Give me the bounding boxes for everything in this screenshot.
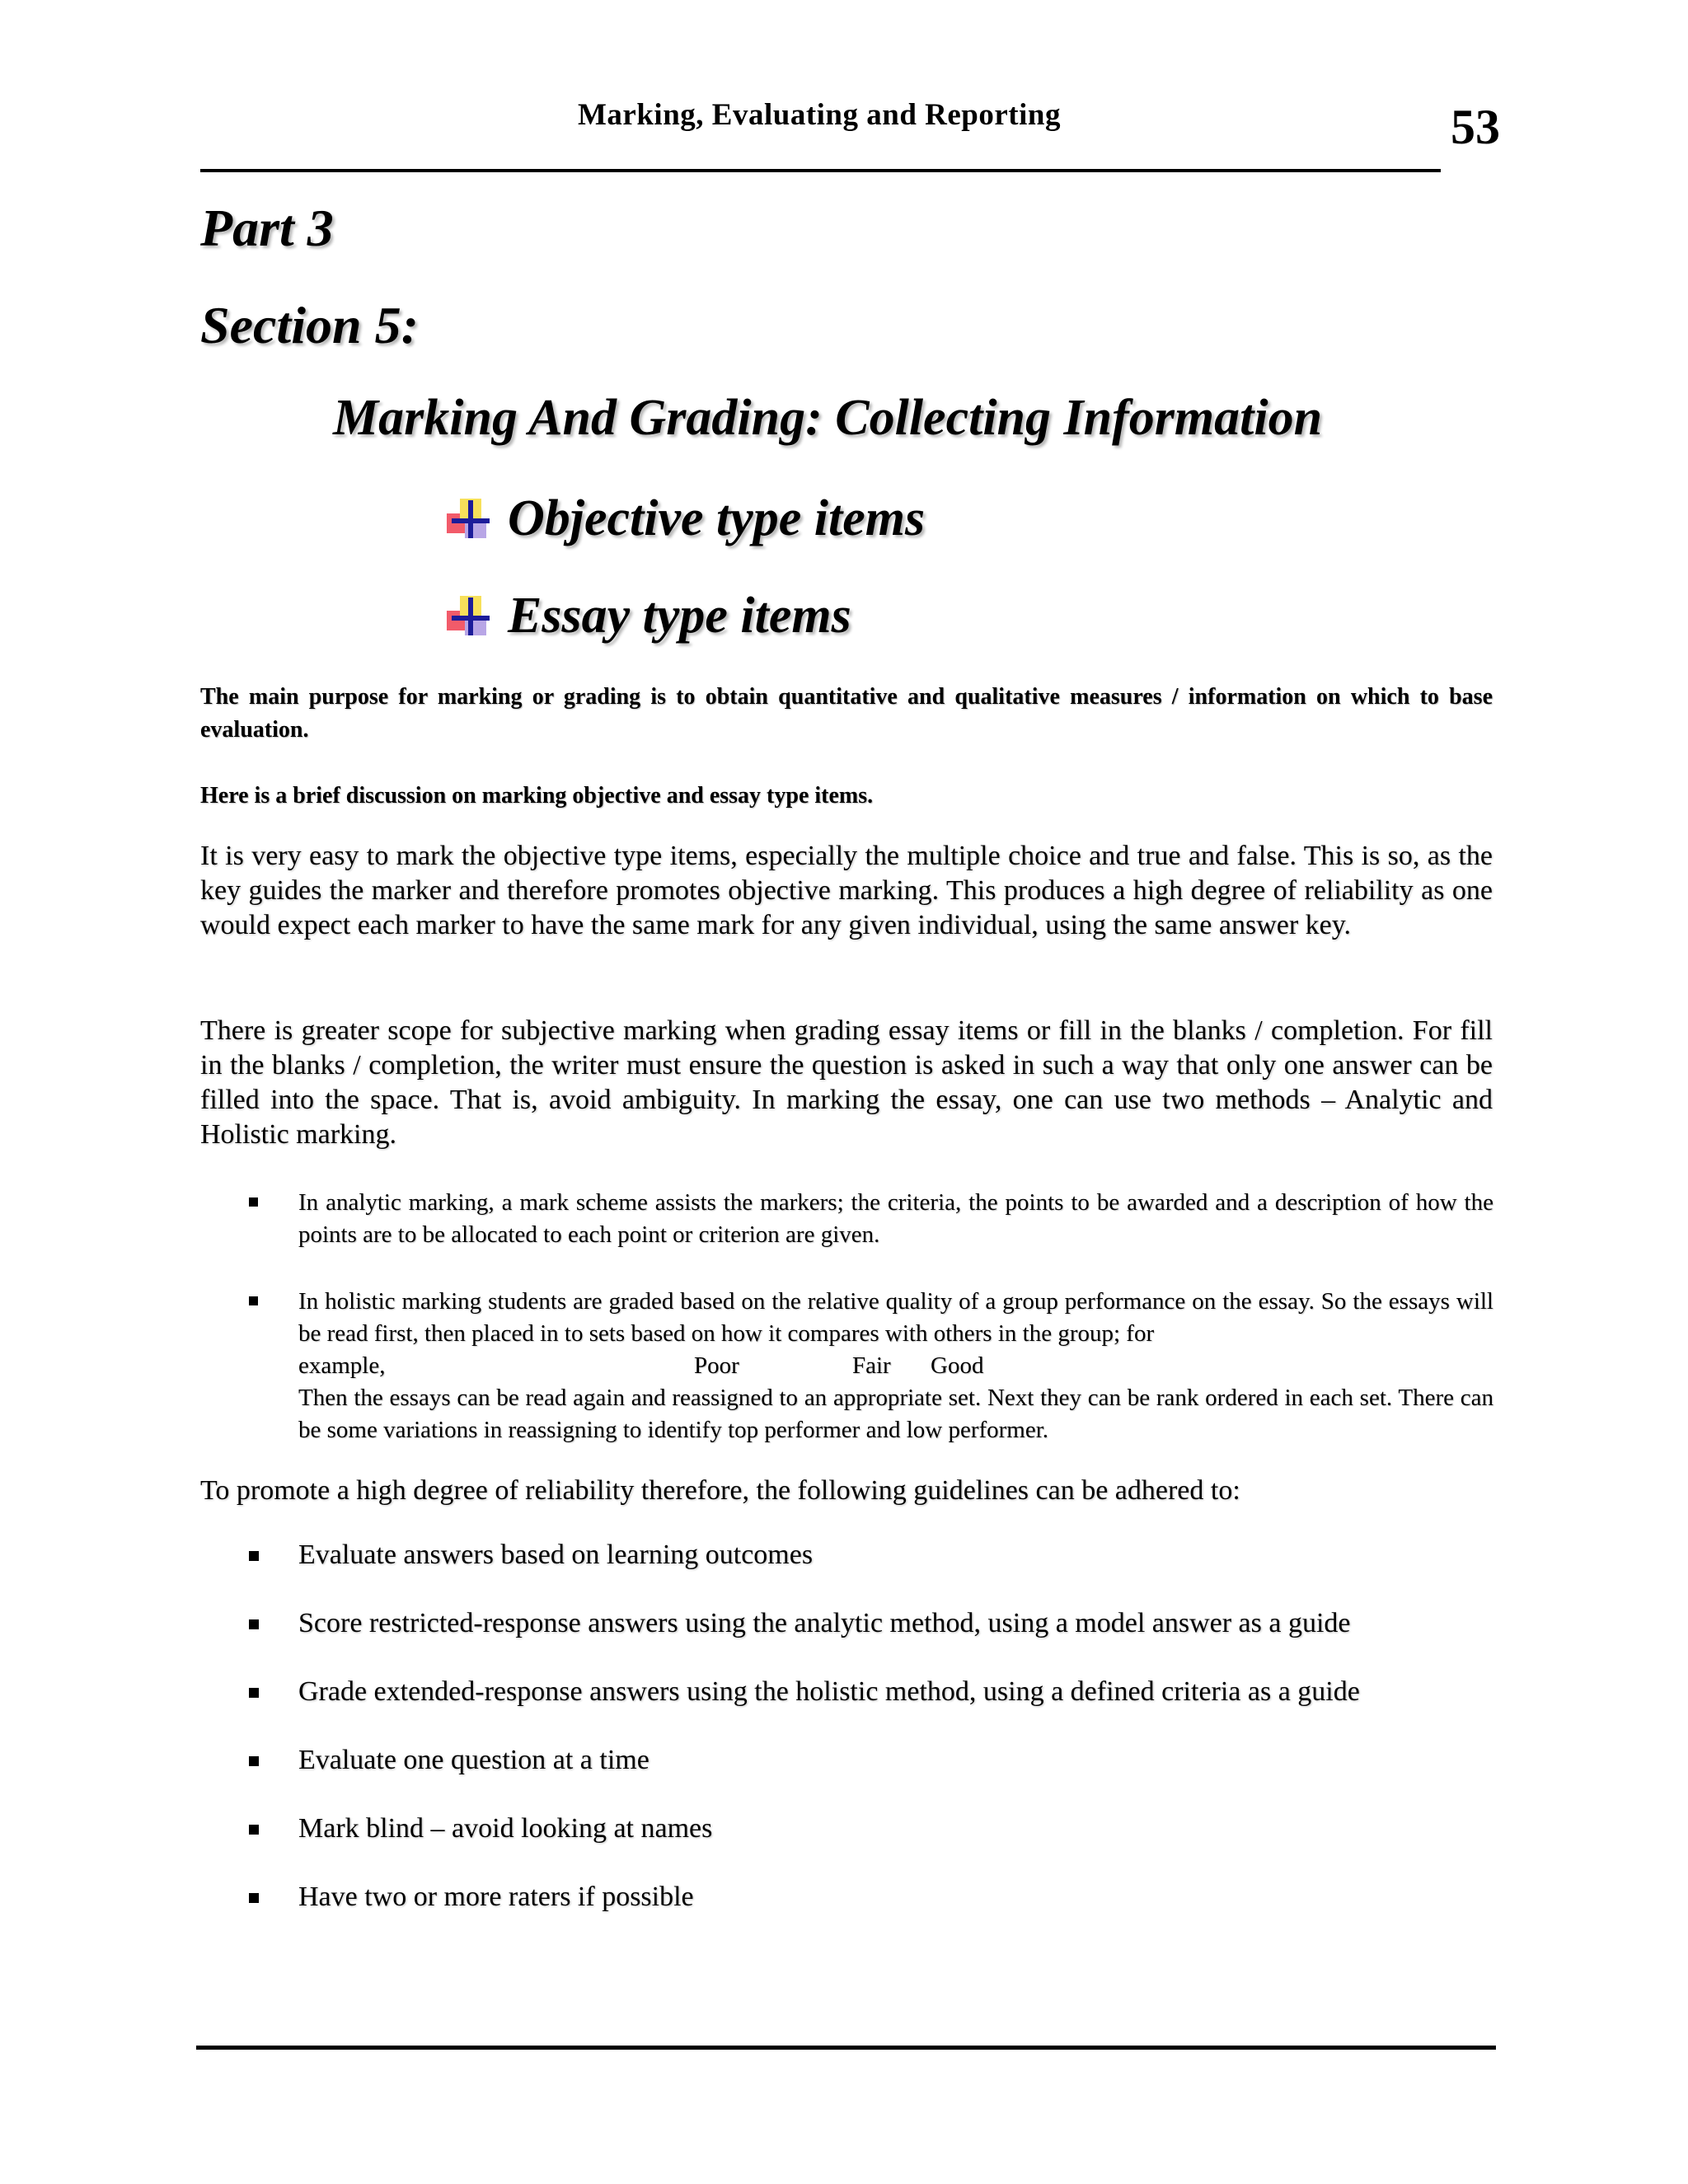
list-item: [247, 1811, 1493, 1880]
list-item: [247, 1606, 1493, 1675]
purpose-paragraph: The main purpose for marking or grading is to obtain quantitative and qualitative measures / information on which to base evaluation.: [200, 684, 1493, 743]
running-header: Marking, Evaluating and Reporting: [578, 98, 1061, 132]
marking-methods-list: [247, 1187, 1493, 1251]
guidelines-intro: To promote a high degree of reliability therefore, the following guidelines can be adhered to:: [200, 1475, 1240, 1506]
list-item-analytic: [247, 1187, 1493, 1251]
feature-item-label: Objective type items: [508, 490, 926, 546]
page-number: 53: [1451, 100, 1500, 154]
set-label-good: Good: [931, 1352, 984, 1379]
list-item-holistic: [247, 1286, 1493, 1446]
chapter-title: Marking And Grading: Collecting Information: [333, 390, 1323, 446]
guideline-text: Grade extended-response answers using the holistic method, using a defined criteria as a guide: [298, 1676, 1360, 1707]
guideline-text: Mark blind – avoid looking at names: [298, 1813, 713, 1844]
square-bullet-icon: [249, 1197, 258, 1207]
holistic-rest-text: Then the essays can be read again and reassigned to an appropriate set. Next they can be rank ordered in each set. There can be some variations in reassigning to identify top performer and low performer.: [298, 1385, 1493, 1443]
part-heading: Part 3: [200, 199, 334, 257]
list-item: [247, 1743, 1493, 1811]
square-bullet-icon: [249, 1825, 259, 1835]
guideline-text: Evaluate answers based on learning outcomes: [298, 1540, 814, 1570]
guideline-text: Score restricted-response answers using the analytic method, using a model answer as a guide: [298, 1608, 1351, 1638]
subjective-marking-paragraph: There is greater scope for subjective marking when grading essay items or fill in the blanks / completion. For fill in the blanks / completion, the writer must ensure the question is asked in such a way that only one answer can be filled into the space. That is, avoid ambiguity. In marking the essay, one can use two methods – Analytic and Holistic marking.: [200, 1015, 1493, 1150]
square-bullet-icon: [249, 1893, 259, 1903]
set-label-poor: Poor: [694, 1352, 739, 1379]
square-bullet-icon: [249, 1551, 259, 1561]
guideline-text: Evaluate one question at a time: [298, 1745, 649, 1775]
square-bullet-icon: [249, 1296, 258, 1305]
footer-rule: [196, 2046, 1496, 2050]
set-label-fair: Fair: [852, 1352, 891, 1379]
section-heading: Section 5:: [200, 296, 419, 354]
square-bullet-icon: [249, 1619, 259, 1629]
header-rule: [200, 169, 1441, 172]
list-item: [247, 1880, 1493, 1948]
guidelines-list: [247, 1538, 1493, 1948]
objective-marking-paragraph: It is very easy to mark the objective type items, especially the multiple choice and true and false. This is so, as the key guides the marker and therefore promotes objective marking. This produces a high degree of reliability as one would expect each marker to have the same mark for any given individual, using the same answer key.: [200, 841, 1493, 940]
guideline-text: Have two or more raters if possible: [298, 1882, 694, 1912]
feature-item-label: Essay type items: [508, 588, 851, 644]
example-sets-row: [298, 1350, 1493, 1382]
feature-item-essay: [445, 587, 851, 645]
plus-bullet-icon: [445, 593, 493, 640]
brief-discussion-line: Here is a brief discussion on marking objective and essay type items.: [200, 783, 874, 808]
example-lead: example,: [298, 1352, 386, 1379]
holistic-intro-text: In holistic marking students are graded based on the relative quality of a group performance on the essay. So the essays will be read first, then placed in to sets based on how it compares with others in the group; for: [298, 1288, 1493, 1347]
list-item: [247, 1675, 1493, 1743]
plus-bullet-icon: [445, 495, 493, 543]
feature-item-objective: [445, 490, 925, 548]
holistic-method-list: [247, 1286, 1493, 1446]
list-item: [247, 1538, 1493, 1606]
analytic-text: In analytic marking, a mark scheme assists the markers; the criteria, the points to be awarded and a description of how the points are to be allocated to each point or criterion are given.: [298, 1189, 1493, 1248]
square-bullet-icon: [249, 1756, 259, 1766]
square-bullet-icon: [249, 1688, 259, 1698]
